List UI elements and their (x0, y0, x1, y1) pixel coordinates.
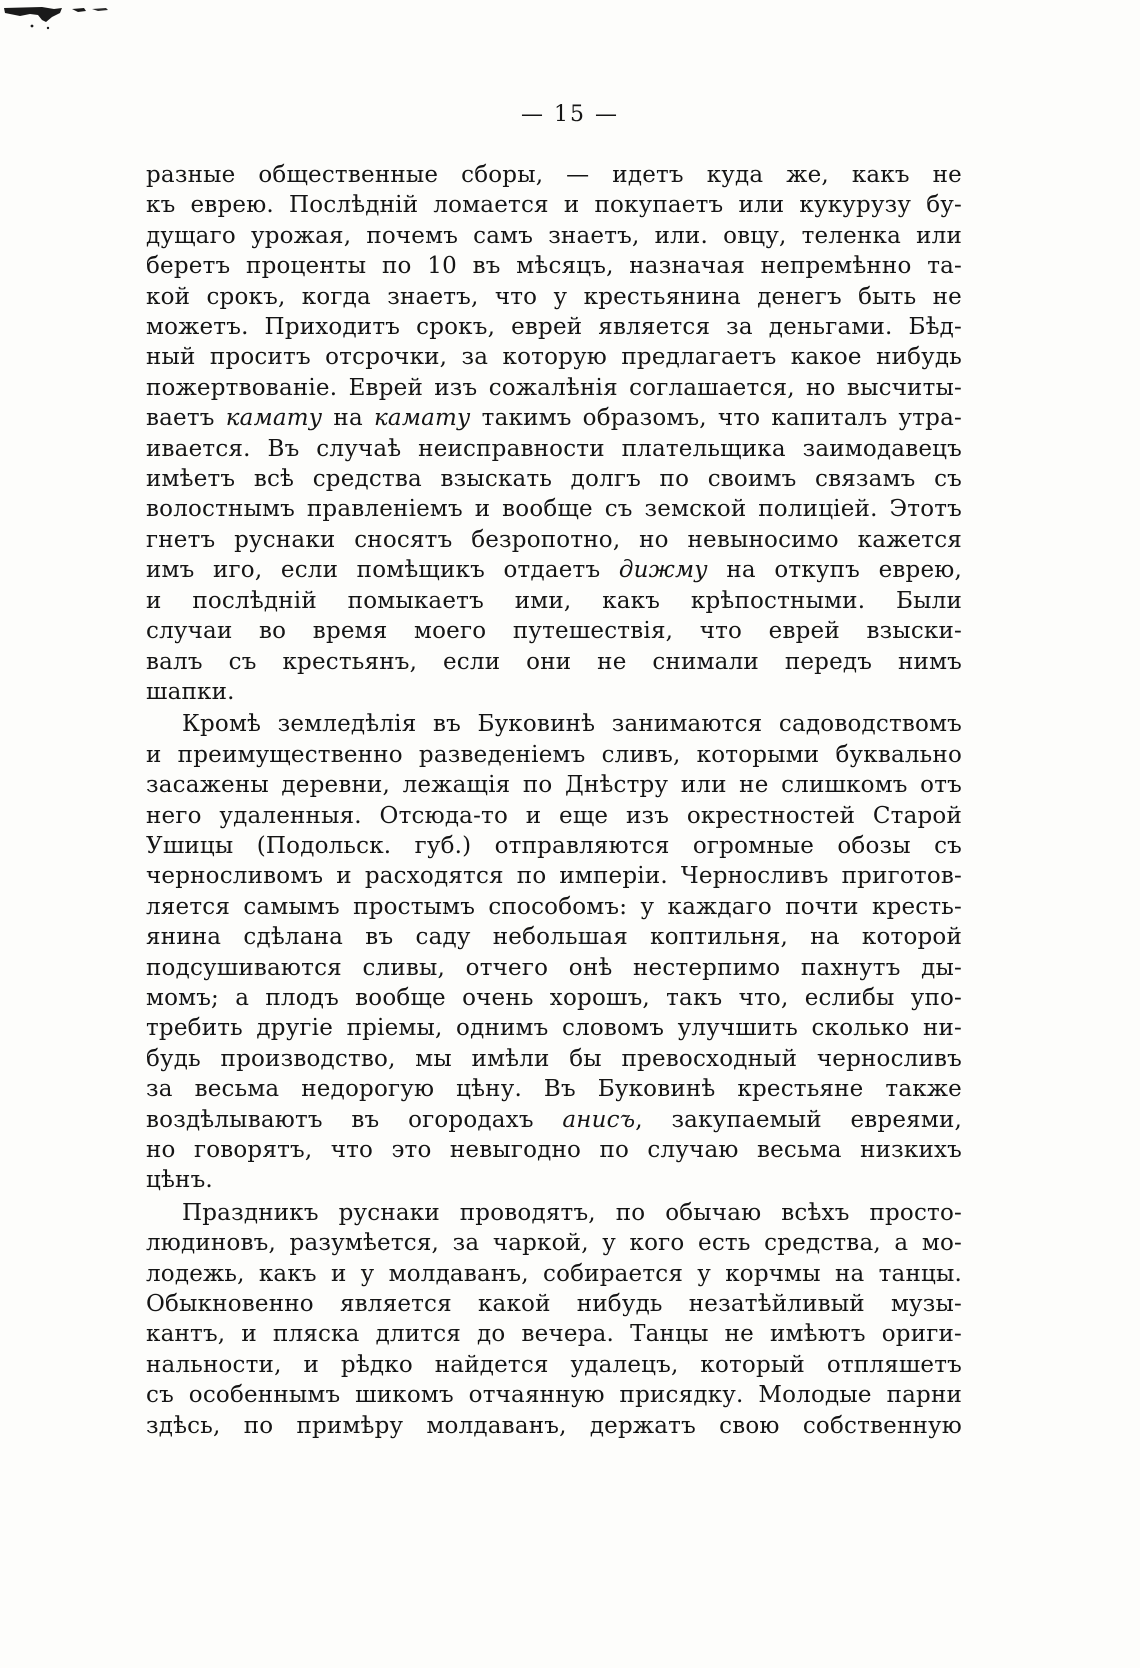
text-line (146, 1074, 962, 1104)
text-line (146, 464, 962, 494)
text-run: разные общественные сборы, — идетъ куда же, какъ не (146, 162, 962, 188)
text-run: имъ иго, если помѣщикъ отдаетъ (146, 557, 619, 584)
scan-artifact-mark (2, 4, 114, 34)
text-run: Обыкновенно является какой нибудь незатѣйливый музы- (146, 1291, 962, 1318)
text-line (146, 312, 962, 342)
text-line (146, 586, 962, 616)
text-run: будь производство, мы имѣли бы превосходный черносливъ (146, 1045, 962, 1072)
text-line (146, 434, 962, 464)
text-line (146, 190, 962, 220)
text-run: Кромѣ земледѣлiя въ Буковинѣ занимаются садоводствомъ (182, 711, 962, 738)
italic-term: дижму (618, 557, 708, 584)
text-line (146, 282, 962, 312)
text-run: кантъ, и пляска длится до вечера. Танцы не имѣютъ ориги- (146, 1321, 962, 1348)
text-run: янина сдѣлана въ саду небольшая коптильня, на которой (146, 924, 962, 951)
text-run: подсушиваются сливы, отчего онѣ нестерпимо пахнутъ ды- (146, 954, 962, 981)
text-line (146, 1044, 962, 1074)
text-run: имѣетъ всѣ средства взыскать долгъ по своимъ связамъ съ (146, 466, 962, 493)
text-line (146, 373, 962, 403)
text-line (146, 1013, 962, 1043)
text-run: случаи во время моего путешествiя, что еврей взыски- (146, 618, 962, 645)
text-run: къ еврею. Послѣднiй ломается и покупаетъ или кукурузу бу- (146, 192, 962, 219)
text-run: и преимущественно разведенiемъ сливъ, которыми буквально (146, 741, 962, 768)
text-line (146, 709, 962, 739)
text-run: но говорятъ, что это невыгодно по случаю весьма низкихъ (146, 1137, 962, 1163)
page-number: — 15 — (521, 102, 619, 127)
text-run: засажены деревни, лежащiя по Днѣстру или не слишкомъ отъ (146, 772, 962, 799)
text-line (146, 922, 962, 952)
text-run: Ушицы (Подольск. губ.) отправляются огромные обозы съ (146, 832, 962, 859)
text-line (146, 1198, 962, 1228)
text-run: лодежь, какъ и у молдаванъ, собирается у корчмы на танцы. (146, 1260, 962, 1287)
text-run: ный проситъ отсрочки, за которую предлагаетъ какое нибудь (146, 344, 962, 371)
text-line (146, 677, 962, 707)
text-run: на (322, 405, 374, 432)
body-text (146, 160, 962, 1443)
text-run: за весьма недорогую цѣну. Въ Буковинѣ крестьяне также (146, 1076, 962, 1103)
text-line (146, 1135, 962, 1165)
text-line (146, 740, 962, 770)
text-line (146, 1105, 962, 1135)
text-run: него удаленныя. Отсюда-то и еще изъ окрестностей Старой (146, 802, 962, 829)
italic-term: камату (225, 405, 323, 432)
text-run: шапки. (146, 678, 235, 705)
text-run: на откупъ еврею, (707, 557, 963, 584)
text-line (146, 1380, 962, 1410)
text-line (146, 494, 962, 524)
text-line (146, 525, 962, 555)
text-line (146, 892, 962, 922)
text-run: ляется самымъ простымъ способомъ: у каждаго почти кресть- (146, 893, 962, 920)
paragraph (146, 1198, 962, 1441)
text-line (146, 1319, 962, 1349)
text-run: черносливомъ и расходятся по имперiи. Черносливъ приготов- (146, 863, 962, 890)
paragraph (146, 709, 962, 1196)
text-run: такимъ образомъ, что капиталъ утра- (470, 405, 962, 432)
paragraph (146, 160, 962, 707)
text-run: пожертвованiе. Еврей изъ сожалѣнiя соглашается, но высчиты- (146, 374, 962, 401)
text-line (146, 770, 962, 800)
text-run: нальности, и рѣдко найдется удалецъ, который отпляшетъ (146, 1351, 962, 1378)
text-run: беретъ проценты по 10 въ мѣсяцъ, назначая непремѣнно та- (146, 253, 962, 280)
text-line (146, 1165, 962, 1195)
text-line (146, 616, 962, 646)
text-run: можетъ. Приходитъ срокъ, еврей является за деньгами. Бѣд- (146, 314, 962, 341)
text-run: людиновъ, разумѣется, за чаркой, у кого есть средства, а мо- (146, 1230, 962, 1257)
text-line (146, 1411, 962, 1441)
text-line (146, 983, 962, 1013)
text-run: гнетъ руснаки сносятъ безропотно, но невыносимо кажется (146, 526, 962, 553)
text-line (146, 1350, 962, 1380)
text-line (146, 403, 962, 433)
text-run: требить другiе прiемы, однимъ словомъ улучшить сколько ни- (146, 1015, 962, 1042)
text-line (146, 801, 962, 831)
text-run: ваетъ (146, 405, 226, 432)
text-run: валъ съ крестьянъ, если они не снимали передъ нимъ (146, 648, 962, 675)
text-line (146, 251, 962, 281)
text-line (146, 1289, 962, 1319)
text-line (146, 647, 962, 677)
text-line (146, 160, 962, 190)
text-run: дущаго урожая, почемъ самъ знаетъ, или. овцу, теленка или (146, 222, 962, 249)
text-run: волостнымъ правленiемъ и вообще съ земской полицiей. Этотъ (146, 496, 962, 523)
text-run: воздѣлываютъ въ огородахъ (146, 1106, 563, 1133)
text-run: , закупаемый евреями, (635, 1106, 962, 1133)
text-line (146, 861, 962, 891)
text-line (146, 342, 962, 372)
text-run: ивается. Въ случаѣ неисправности плательщика заимодавецъ (146, 435, 962, 462)
text-run: съ особеннымъ шикомъ отчаянную присядку. Молодые парни (146, 1382, 962, 1409)
text-line (146, 953, 962, 983)
italic-term: анисъ (562, 1106, 636, 1133)
text-run: момъ; а плодъ вообще очень хорошъ, такъ что, еслибы упо- (146, 984, 962, 1011)
text-run: Праздникъ руснаки проводятъ, по обычаю всѣхъ просто- (182, 1199, 962, 1226)
text-line (146, 1228, 962, 1258)
text-run: здѣсь, по примѣру молдаванъ, держатъ свою собственную (146, 1412, 962, 1439)
italic-term: камату (373, 405, 471, 432)
text-line (146, 555, 962, 585)
text-run: цѣнъ. (146, 1167, 213, 1194)
text-run: кой срокъ, когда знаетъ, что у крестьянина денегъ быть не (146, 283, 962, 310)
text-line (146, 1259, 962, 1289)
text-run: и послѣднiй помыкаетъ ими, какъ крѣпостными. Были (146, 587, 962, 614)
text-line (146, 831, 962, 861)
text-line (146, 221, 962, 251)
